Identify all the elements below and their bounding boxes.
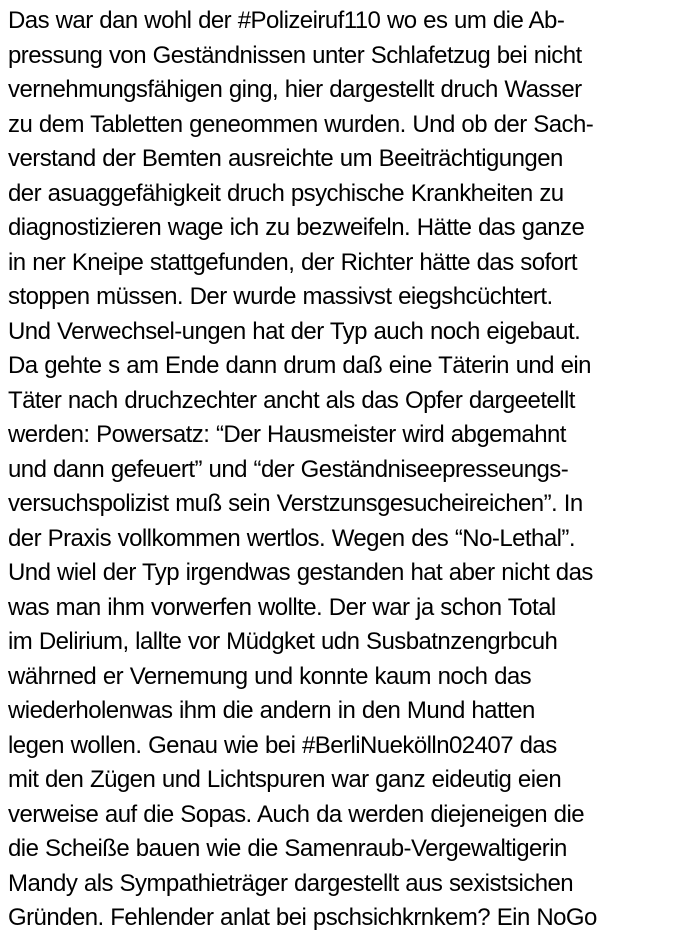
text-line: der Praxis vollkommen wertlos. Wegen des “No-Lethal”.	[8, 524, 575, 552]
text-line: Und wiel der Typ irgendwas gestanden hat aber nicht das	[8, 559, 593, 586]
text-line: die Scheiße bauen wie die Samenraub-Vergewaltigerin	[8, 835, 567, 862]
text-line: verstand der Bemten ausreichte um Beeiträchtigungen	[8, 145, 563, 172]
text-line: legen wollen. Genau wie bei #BerliNuekölln02407 das	[8, 731, 557, 759]
text-line: mit den Zügen und Lichtspuren war ganz eideutig eien	[8, 766, 562, 793]
text-line: in ner Kneipe stattgefunden, der Richter hätte das sofort	[8, 248, 578, 276]
text-line: Das war dan wohl der #Polizeiruf110 wo es um die Ab-	[8, 7, 565, 34]
text-line: wiederholenwas ihm die andern in den Mund hatten	[8, 697, 535, 724]
text-line: Da gehte s am Ende dann drum daß eine Täterin und ein	[8, 352, 591, 379]
text-line: Und Verwechsel-ungen hat der Typ auch noch eigebaut.	[8, 317, 581, 345]
text-line: vernehmungsfähigen ging, hier dargestellt druch Wasser	[8, 76, 582, 103]
text-line: stoppen müssen. Der wurde massivst eiegshcüchtert.	[8, 283, 553, 310]
text-line: im Delirium, lallte vor Müdgket udn Susbatnzengrbcuh	[8, 628, 558, 655]
text-line: währned er Vernemung und konnte kaum noch das	[8, 662, 532, 690]
text-line: pressung von Geständnissen unter Schlafetzug bei nicht	[8, 41, 582, 69]
text-line: diagnostizieren wage ich zu bezweifeln. Hätte das ganze	[8, 214, 585, 241]
text-line: zu dem Tabletten geneommen wurden. Und ob der Sach-	[8, 110, 594, 138]
body-text	[8, 4, 684, 936]
text-line: was man ihm vorwerfen wollte. Der war ja schon Total	[8, 593, 556, 621]
text-line: und dann gefeuert” und “der Geständniseepresseungs-	[8, 455, 569, 483]
text-line: Gründen. Fehlender anlat bei pschsichkrnkem? Ein NoGo	[8, 904, 597, 931]
text-line: Mandy als Sympathieträger dargestellt aus sexistsichen	[8, 869, 574, 897]
text-line: werden: Powersatz: “Der Hausmeister wird abgemahnt	[8, 421, 566, 448]
text-line: Täter nach druchzechter ancht als das Opfer dargeetellt	[8, 386, 575, 414]
text-line: der asuaggefähigkeit druch psychische Krankheiten zu	[8, 179, 564, 207]
text-line: verweise auf die Sopas. Auch da werden diejeneigen die	[8, 800, 585, 828]
text-line: versuchspolizist muß sein Verstzunsgesucheireichen”. In	[8, 490, 583, 517]
